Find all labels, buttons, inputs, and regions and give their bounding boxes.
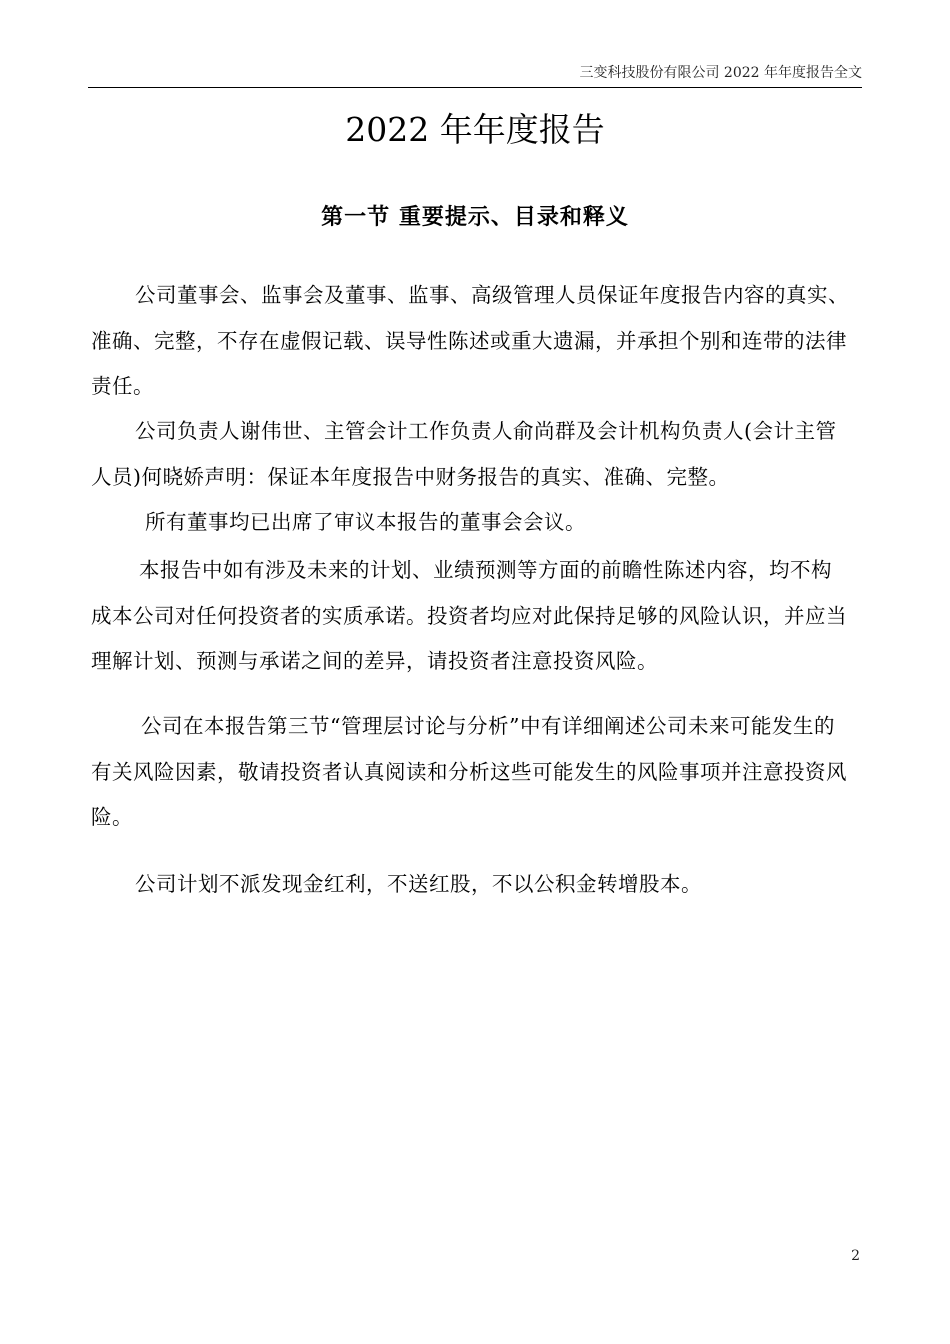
- paragraph-forward-looking-disclaimer: 本报告中如有涉及未来的计划、业绩预测等方面的前瞻性陈述内容，均不构成本公司对任何投资者的实质承诺。投资者均应对此保持足够的风险认识，并应当理解计划、预测与承诺之间的差异，请投资者注意投资风险。: [91, 558, 847, 673]
- page-number: 2: [851, 1248, 860, 1264]
- section-title: 第一节 重要提示、目录和释义: [321, 204, 629, 230]
- paragraph-responsible-persons-statement: 公司负责人谢伟世、主管会计工作负责人俞尚群及会计机构负责人(会计主管人员)何晓娇声明：保证本年度报告中财务报告的真实、准确、完整。: [91, 419, 837, 489]
- running-header: 三变科技股份有限公司 2022 年年度报告全文: [579, 65, 862, 81]
- paragraph-directors-attendance: 所有董事均已出席了审议本报告的董事会会议。: [145, 510, 586, 534]
- document-title: 2022 年年度报告: [345, 110, 605, 149]
- header-divider: [88, 87, 862, 88]
- paragraph-board-guarantee: 公司董事会、监事会及董事、监事、高级管理人员保证年度报告内容的真实、准确、完整，不存在虚假记载、误导性陈述或重大遗漏，并承担个别和连带的法律责任。: [91, 283, 849, 398]
- paragraph-dividend-plan: 公司计划不派发现金红利，不送红股，不以公积金转增股本。: [135, 872, 702, 896]
- paragraph-risk-factors: 公司在本报告第三节“管理层讨论与分析”中有详细阐述公司未来可能发生的有关风险因素，敬请投资者认真阅读和分析这些可能发生的风险事项并注意投资风险。: [91, 714, 847, 829]
